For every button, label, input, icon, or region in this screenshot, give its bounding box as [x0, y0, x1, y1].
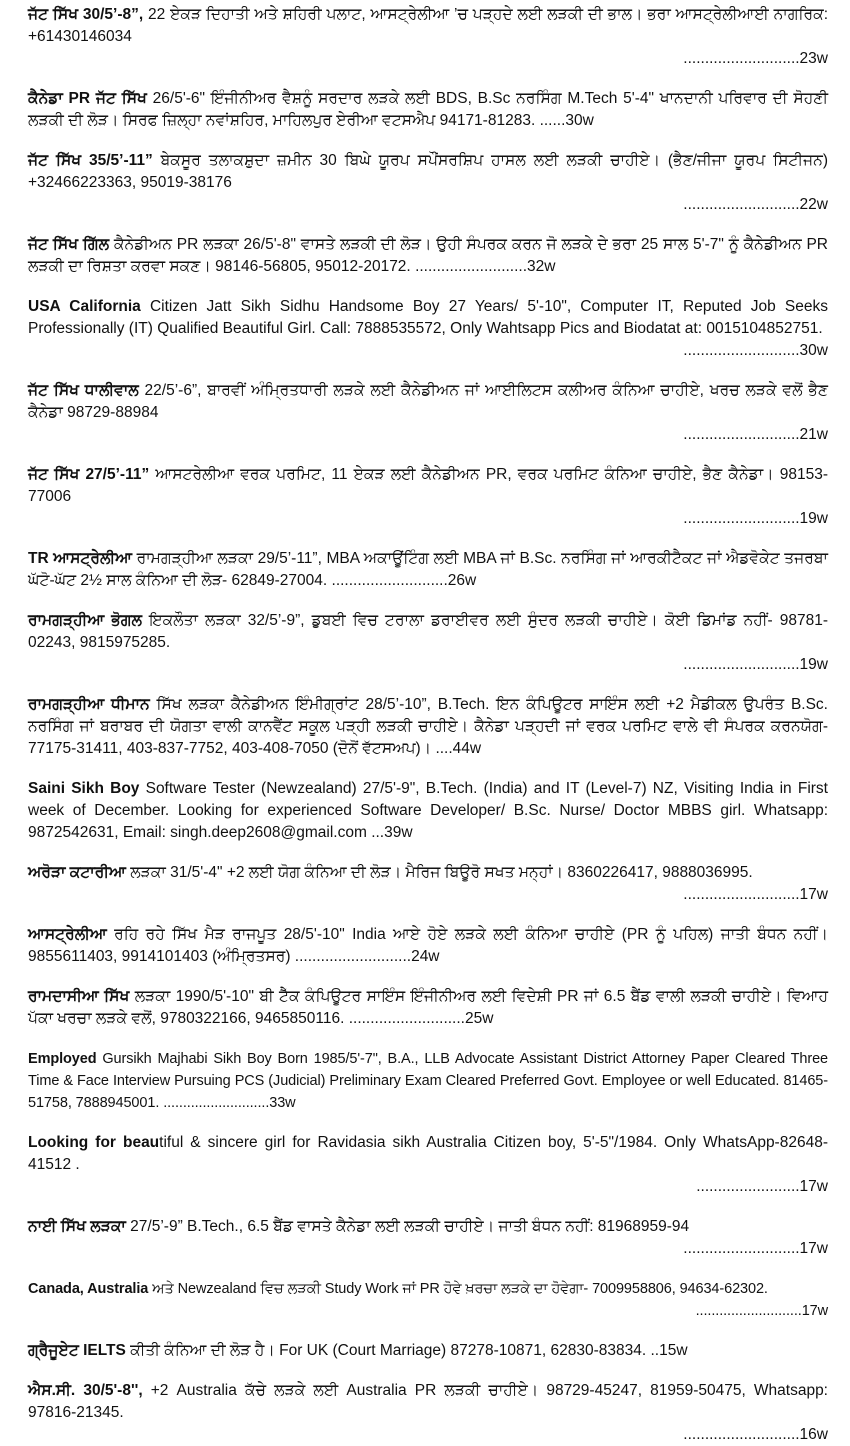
ad-lead: Saini Sikh Boy	[28, 780, 140, 797]
ad-price: ..15w	[650, 1342, 688, 1359]
ad-price: ......30w	[539, 112, 594, 129]
ad-price: ...........................17w	[683, 1240, 828, 1257]
ad-item	[28, 924, 828, 968]
ad-price: ...........................17w	[695, 1303, 828, 1319]
ad-price: ...........................16w	[683, 1426, 828, 1443]
ad-body: ਕੀਤੀ ਕੰਨਿਆ ਦੀ ਲੋੜ ਹੈ। For UK (Court Marriage) 87278-10871, 62830-83834.	[125, 1342, 647, 1359]
ad-body: ਬੇਕਸੂਰ ਤਲਾਕਸ਼ੁਦਾ ਜ਼ਮੀਨ 30 ਬਿਘੇ ਯੂਰਪ ਸਪੌਂਸਰਸ਼ਿਪ ਹਾਸਲ ਲਈ ਲੜਕੀ ਚਾਹੀਏ। (ਭੈਣ/ਜੀਜਾ ਯੂਰਪ ਸਿਟੀਜਨ) +32466223363, 95019-38176	[28, 152, 828, 191]
ad-lead: ਜੱਟ ਸਿੱਖ ਗਿੱਲ	[28, 236, 110, 253]
ad-body: 26/5'-6" ਇੰਜੀਨੀਅਰ ਵੈਸ਼ਨੂੰ ਸਰਦਾਰ ਲੜਕੇ ਲਈ BDS, B.Sc ਨਰਸਿੰਗ M.Tech 5'-4" ਖਾਨਦਾਨੀ ਪਰਿਵਾਰ ਦੀ ਸੋਹਣੀ ਲੜਕੀ ਦੀ ਲੋੜ। ਸਿਰਫ ਜ਼ਿਲ੍ਹਾ ਨਵਾਂਸ਼ਹਿਰ, ਮਾਹਿਲਪੁਰ ਏਰੀਆ ਵਟਸਐਪ 94171-81283.	[28, 90, 828, 129]
ad-lead: ਜੱਟ ਸਿੱਖ 30/5’-8”,	[28, 6, 144, 23]
ad-lead: ਐਸ.ਸੀ. 30/5'-8'',	[28, 1382, 143, 1399]
ad-item	[28, 464, 828, 530]
ad-lead: Employed	[28, 1051, 97, 1067]
ad-item	[28, 862, 828, 906]
ad-item	[28, 1278, 828, 1322]
ad-item	[28, 1340, 828, 1362]
ad-item	[28, 380, 828, 446]
ad-lead: USA California	[28, 298, 141, 315]
ad-body: 22 ਏਕੜ ਦਿਹਾਤੀ ਅਤੇ ਸ਼ਹਿਰੀ ਪਲਾਟ, ਆਸਟ੍ਰੇਲੀਆ ’ਚ ਪੜ੍ਹਦੇ ਲਈ ਲੜਕੀ ਦੀ ਭਾਲ। ਭਰਾ ਆਸਟ੍ਰੇਲੀਆਈ ਨਾਗਰਿਕ: +61430146034	[28, 6, 828, 45]
ad-item	[28, 296, 828, 362]
ad-body: ਰਹਿ ਰਹੇ ਸਿੱਖ ਮੈੜ ਰਾਜਪੂਤ 28/5'-10" India ਆਏ ਹੋਏ ਲੜਕੇ ਲਈ ਕੰਨਿਆ ਚਾਹੀਏ (PR ਨੂੰ ਪਹਿਲ) ਜਾਤੀ ਬੰਧਨ ਨਹੀਂ। 9855611403, 9914101403 (ਅੰਮ੍ਰਿਤਸਰ)	[28, 926, 828, 965]
ad-body: ਲੜਕਾ 31/5'-4" +2 ਲਈ ਯੋਗ ਕੰਨਿਆ ਦੀ ਲੋੜ। ਮੈਰਿਜ ਬਿਊਰੋ ਸਖਤ ਮਨ੍ਹਾਂ। 8360226417, 9888036995.	[125, 864, 753, 881]
ad-body: ਕੈਨੇਡੀਅਨ PR ਲੜਕਾ 26/5'-8" ਵਾਸਤੇ ਲੜਕੀ ਦੀ ਲੋੜ। ਉਹੀ ਸੰਪਰਕ ਕਰਨ ਜੋ ਲੜਕੇ ਦੇ ਭਰਾ 25 ਸਾਲ 5'-7" ਨੂੰ ਕੈਨੇਡੀਅਨ PR ਲੜਕੀ ਦਾ ਰਿਸ਼ਤਾ ਕਰਵਾ ਸਕਣ। 98146-56805, 95012-20172.	[28, 236, 828, 275]
ad-body: ਸਿੱਖ ਲੜਕਾ ਕੈਨੇਡੀਅਨ ਇੰਮੀਗ੍ਰਾਂਟ 28/5’-10”, B.Tech. ਇਨ ਕੰਪਿਊਟਰ ਸਾਇੰਸ ਲਈ +2 ਮੈਡੀਕਲ ਉਪਰੰਤ B.Sc. ਨਰਸਿੰਗ ਜਾਂ ਬਰਾਬਰ ਦੀ ਯੋਗਤਾ ਵਾਲੀ ਕਾਨਵੈਂਟ ਸਕੂਲ ਪੜ੍ਹੀ ਲੜਕੀ ਚਾਹੀਏ। ਕੈਨੇਡਾ ਪੜ੍ਹਦੀ ਜਾਂ ਵਰਕ ਪਰਮਿਟ ਵਾਲੇ ਵੀ ਸੰਪਰਕ ਕਰਨਯੋਗ- 77175-31411, 403-837-7752, 403-408-7050 (ਦੋਨੋਂ ਵੱਟਸਅਪ)।	[28, 696, 828, 757]
ad-lead: ਕੈਨੇਡਾ PR ਜੱਟ ਸਿੱਖ	[28, 90, 147, 107]
ad-lead: Looking for beau	[28, 1134, 160, 1151]
ad-item	[28, 778, 828, 844]
ad-price: ...........................17w	[683, 886, 828, 903]
ad-lead: ਨਾਈ ਸਿੱਖ ਲੜਕਾ	[28, 1218, 126, 1235]
ad-item	[28, 150, 828, 216]
ad-price: ...........................22w	[683, 196, 828, 213]
ad-lead: ਰਾਮਗੜ੍ਹੀਆ ਧੀਮਾਨ	[28, 696, 150, 713]
ad-item	[28, 1132, 828, 1198]
ad-item	[28, 694, 828, 760]
ad-lead: Canada, Australia	[28, 1281, 149, 1297]
ad-body: +2 Australia ਕੱਚੇ ਲੜਕੇ ਲਈ Australia PR ਲੜਕੀ ਚਾਹੀਏ। 98729-45247, 81959-50475, Whatsapp: 97816-21345.	[28, 1382, 828, 1421]
ad-lead: TR ਆਸਟ੍ਰੇਲੀਆ	[28, 550, 132, 567]
ad-lead: ਜੱਟ ਸਿੱਖ 35/5’-11”	[28, 152, 153, 169]
ad-price: ...........................21w	[683, 426, 828, 443]
ad-body: 27/5’-9” B.Tech., 6.5 ਬੈਂਡ ਵਾਸਤੇ ਕੈਨੇਡਾ ਲਈ ਲੜਕੀ ਚਾਹੀਏ। ਜਾਤੀ ਬੰਧਨ ਨਹੀਂ: 81968959-94	[125, 1218, 690, 1235]
ad-body: Gursikh Majhabi Sikh Boy Born 1985/5'-7", B.A., LLB Advocate Assistant District Attorney Paper Cleared Three Time & Face Interview Pursuing PCS (Judicial) Preliminary Exam Cleared Preferred Govt. Employee or well Educated. 81465-51758, 7888945001.	[28, 1051, 828, 1111]
ad-body: 22/5’-6”, ਬਾਰਵੀਂ ਅੰਮ੍ਰਿਤਧਾਰੀ ਲੜਕੇ ਲਈ ਕੈਨੇਡੀਅਨ ਜਾਂ ਆਈਲਿਟਸ ਕਲੀਅਰ ਕੰਨਿਆ ਚਾਹੀਏ, ਖਰਚ ਲੜਕੇ ਵਲੋਂ ਭੈਣ ਕੈਨੇਡਾ 98729-88984	[28, 382, 828, 421]
ad-price: ...........................33w	[163, 1095, 296, 1111]
ad-body: ਰਾਮਗੜ੍ਹੀਆ ਲੜਕਾ 29/5’-11”, MBA ਅਕਾਊਂਟਿੰਗ ਲਈ MBA ਜਾਂ B.Sc. ਨਰਸਿੰਗ ਜਾਂ ਆਰਕੀਟੈਕਟ ਜਾਂ ਐਡਵੋਕੇਟ ਤਜਰਬਾ ਘੱਟੋ-ਘੱਟ 2½ ਸਾਲ ਕੰਨਿਆ ਦੀ ਲੋੜ- 62849-27004.	[28, 550, 828, 589]
ad-price: ...........................30w	[683, 342, 828, 359]
ad-body: ਆਸਟਰੇਲੀਆ ਵਰਕ ਪਰਮਿਟ, 11 ਏਕੜ ਲਈ ਕੈਨੇਡੀਅਨ PR, ਵਰਕ ਪਰਮਿਟ ਕੰਨਿਆ ਚਾਹੀਏ, ਭੈਣ ਕੈਨੇਡਾ। 98153-77006	[28, 466, 828, 505]
ad-body: Citizen Jatt Sikh Sidhu Handsome Boy 27 Years/ 5'-10", Computer IT, Reputed Job Seeks Professionally (IT) Qualified Beautiful Girl. Call: 7888535572, Only Wahtsapp Pics and Biodatat at: 0015104852751.	[28, 298, 828, 337]
ad-item	[28, 986, 828, 1030]
ad-price: ....44w	[435, 740, 482, 757]
ad-lead: ਗ੍ਰੈਜੂਏਟ IELTS	[28, 1342, 126, 1359]
ad-lead: ਜੱਟ ਸਿੱਖ ਧਾਲੀਵਾਲ	[28, 382, 139, 399]
ad-item	[28, 1048, 828, 1114]
ad-price: ...........................19w	[683, 656, 828, 673]
ad-lead: ਰਾਮਗੜ੍ਹੀਆ ਭੋਗਲ	[28, 612, 143, 629]
ad-lead: ਅਰੋੜਾ ਕਟਾਰੀਆ	[28, 864, 126, 881]
ad-price: ..........................32w	[415, 258, 556, 275]
ad-item	[28, 4, 828, 70]
ad-price: ...........................25w	[348, 1010, 494, 1027]
ad-item	[28, 548, 828, 592]
ad-price: ...........................24w	[294, 948, 440, 965]
ad-body: ਇਕਲੌਤਾ ਲੜਕਾ 32/5’-9”, ਡੁਬਈ ਵਿਚ ਟਰਾਲਾ ਡਰਾਈਵਰ ਲਈ ਸੁੰਦਰ ਲੜਕੀ ਚਾਹੀਏ। ਕੋਈ ਡਿਮਾਂਡ ਨਹੀਂ- 98781-02243, 9815975285.	[28, 612, 828, 651]
ad-item	[28, 610, 828, 676]
ad-price: ...........................26w	[331, 572, 477, 589]
ad-body: ਲੜਕਾ 1990/5'-10" ਬੀ ਟੈੱਕ ਕੰਪਿਊਟਰ ਸਾਇੰਸ ਇੰਜੀਨੀਅਰ ਲਈ ਵਿਦੇਸ਼ੀ PR ਜਾਂ 6.5 ਬੈਂਡ ਵਾਲੀ ਲੜਕੀ ਚਾਹੀਏ। ਵਿਆਹ ਪੱਕਾ ਖਰਚਾ ਲੜਕੇ ਵਲੋਂ, 9780322166, 9465850116.	[28, 988, 828, 1027]
ad-item	[28, 1216, 828, 1260]
ad-lead: ਆਸਟ੍ਰੇਲੀਆ	[28, 926, 107, 943]
ad-price: ........................17w	[696, 1178, 828, 1195]
ad-item	[28, 1380, 828, 1446]
ad-body: Software Tester (Newzealand) 27/5'-9", B.Tech. (India) and IT (Level-7) NZ, Visiting India in First week of December. Looking for experienced Software Developer/ B.Sc. Nurse/ Doctor MBBS girl. Whatsapp: 9872542631, Email: singh.deep2608@gmail.com	[28, 780, 828, 841]
ad-body: tiful & sincere girl for Ravidasia sikh Australia Citizen boy, 5'-5"/1984. Only WhatsApp-82648-41512 .	[28, 1134, 828, 1173]
ad-price: ...........................19w	[683, 510, 828, 527]
ad-item	[28, 88, 828, 132]
ad-price: ...........................23w	[683, 50, 828, 67]
ad-lead: ਜੱਟ ਸਿੱਖ 27/5’-11”	[28, 466, 150, 483]
ad-lead: ਰਾਮਦਾਸੀਆ ਸਿੱਖ	[28, 988, 130, 1005]
ad-item	[28, 234, 828, 278]
ad-price: ...39w	[371, 824, 413, 841]
ad-body: ਅਤੇ Newzealand ਵਿਚ ਲੜਕੀ Study Work ਜਾਂ PR ਹੋਵੇ ਖ਼ਰਚਾ ਲੜਕੇ ਦਾ ਹੋਵੇਗਾ- 7009958806, 94634-62302.	[148, 1281, 768, 1297]
